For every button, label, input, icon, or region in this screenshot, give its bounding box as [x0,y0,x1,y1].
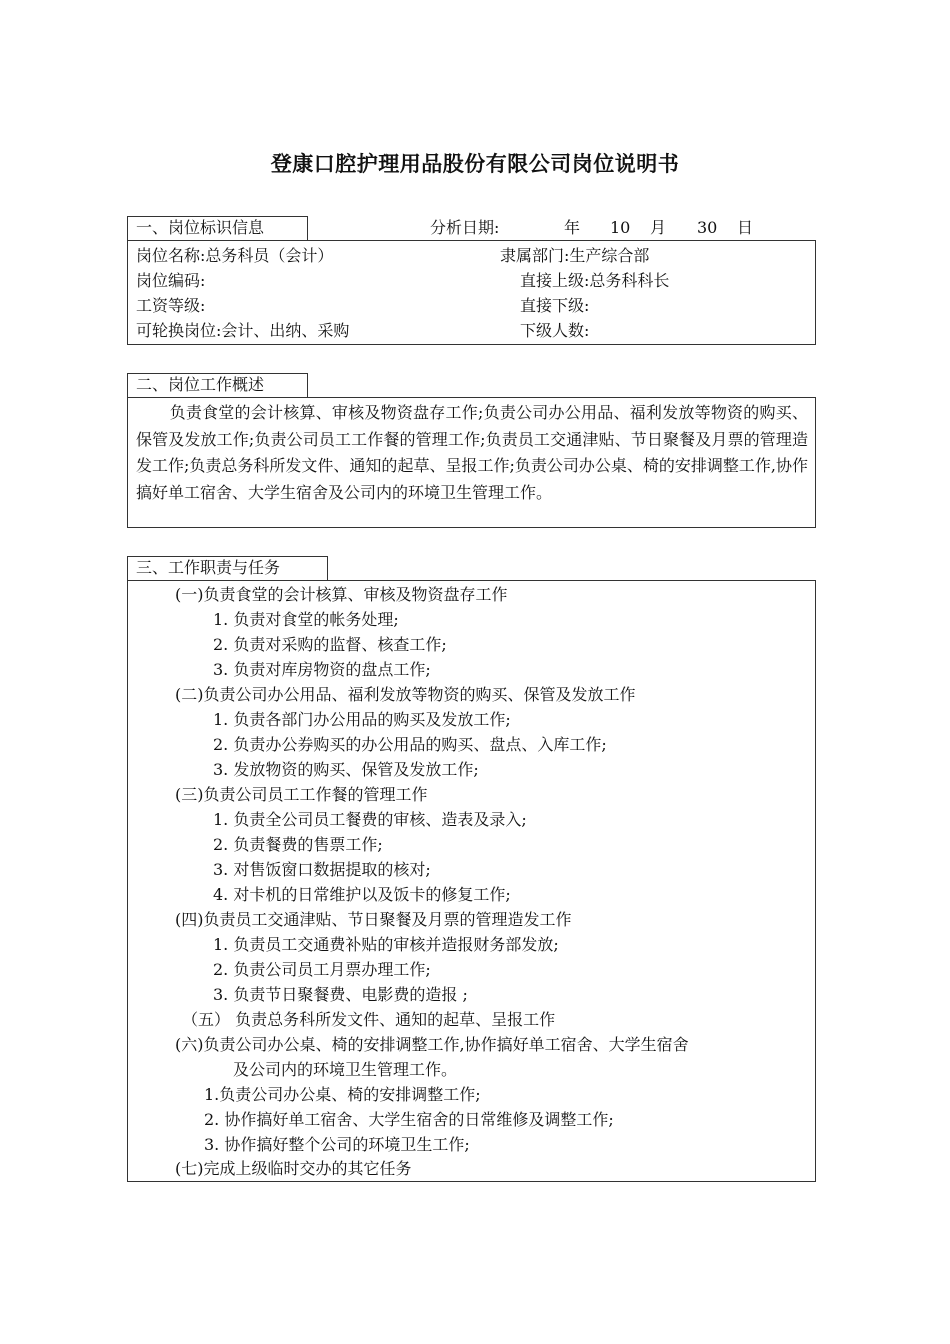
duty-heading-6: (六)负责公司办公桌、椅的安排调整工作,协作搞好单工宿舍、大学生宿舍 [175,1035,689,1054]
year-label: 年 [564,218,581,237]
section2-header: 二、岗位工作概述 [127,373,308,397]
job-summary-text: 负责食堂的会计核算、审核及物资盘存工作;负责公司办公用品、福利发放等物资的购买、保管及发放工作;负责公司员工工作餐的管理工作;负责员工交通津贴、节日聚餐及月票的管理造发工作;负责总务科所发文件、通知的起草、呈报工作;负责公司办公桌、椅的安排调整工作,协作搞好单工宿舍、大学生宿舍及公司内的环境卫生管理工作。 [136,403,808,502]
duty-item: 3. 对售饭窗口数据提取的核对; [213,860,431,879]
section1-box [127,240,816,345]
position-code: 岗位编码: [136,271,206,290]
duty-heading-3: (三)负责公司员工工作餐的管理工作 [175,785,428,804]
duty-item: 1. 负责员工交通费补贴的审核并造报财务部发放; [213,935,559,954]
section2-box [127,397,816,528]
day-value: 30 [697,218,718,237]
duty-item: 1.负责公司办公桌、椅的安排调整工作; [204,1085,481,1104]
document-title: 登康口腔护理用品股份有限公司岗位说明书 [270,152,680,176]
duty-item: 2. 协作搞好单工宿舍、大学生宿舍的日常维修及调整工作; [204,1110,614,1129]
duty-item: 1. 负责全公司员工餐费的审核、造表及录入; [213,810,527,829]
direct-subordinate: 直接下级: [520,296,590,315]
day-label: 日 [737,218,754,237]
duty-item: 3. 协作搞好整个公司的环境卫生工作; [204,1135,470,1154]
duty-item: 3. 发放物资的购买、保管及发放工作; [213,760,479,779]
duty-heading-7: (七)完成上级临时交办的其它任务 [175,1159,412,1178]
duty-item: 2. 负责公司员工月票办理工作; [213,960,431,979]
position-name: 岗位名称:总务科员（会计） [136,246,334,265]
duty-heading-4: (四)负责员工交通津贴、节日聚餐及月票的管理造发工作 [175,910,572,929]
subordinate-count: 下级人数: [520,321,590,340]
duty-heading-6-cont: 及公司内的环境卫生管理工作。 [233,1060,458,1079]
direct-superior: 直接上级:总务科科长 [520,271,670,290]
department: 隶属部门:生产综合部 [500,246,650,265]
month-label: 月 [650,218,667,237]
section3-box [127,580,816,1182]
duty-item: 2. 负责餐费的售票工作; [213,835,383,854]
analysis-date-row [0,216,950,240]
duty-item: 4. 对卡机的日常维护以及饭卡的修复工作; [213,885,511,904]
duty-heading-1: (一)负责食堂的会计核算、审核及物资盘存工作 [175,585,508,604]
duty-item: 1. 负责对食堂的帐务处理; [213,610,399,629]
salary-grade: 工资等级: [136,296,206,315]
rotatable-positions: 可轮换岗位:会计、出纳、采购 [136,321,350,340]
duty-item: 2. 负责对采购的监督、核查工作; [213,635,447,654]
duty-item: 3. 负责对库房物资的盘点工作; [213,660,431,679]
duty-item: 1. 负责各部门办公用品的购买及发放工作; [213,710,511,729]
analysis-date-label: 分析日期: [430,218,500,237]
duty-heading-2: (二)负责公司办公用品、福利发放等物资的购买、保管及发放工作 [175,685,636,704]
duty-item: 3. 负责节日聚餐费、电影费的造报 ; [213,985,468,1004]
duty-heading-5: （五） 负责总务科所发文件、通知的起草、呈报工作 [182,1010,556,1029]
section1-header: 一、岗位标识信息 [127,216,308,240]
month-value: 10 [610,218,631,237]
section3-header: 三、工作职责与任务 [127,556,328,580]
duty-item: 2. 负责办公券购买的办公用品的购买、盘点、入库工作; [213,735,607,754]
